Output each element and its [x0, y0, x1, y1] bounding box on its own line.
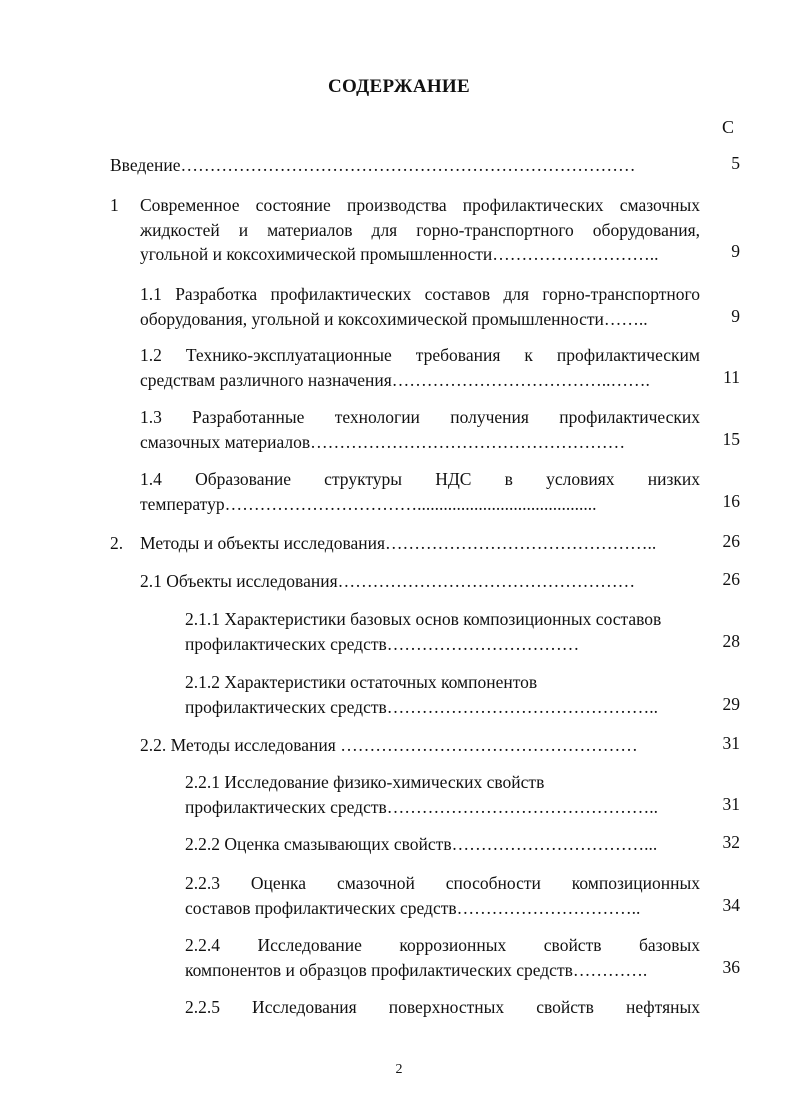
- toc-entry-text: оборудования, угольной и коксохимической промышленности……..: [140, 308, 648, 329]
- toc-entry-introduction[interactable]: [110, 153, 700, 178]
- toc-entry-text: профилактических средств……………………………: [185, 633, 580, 654]
- toc-page-number: 28: [722, 631, 740, 651]
- toc-page-number: 5: [731, 153, 740, 173]
- toc-entry-2-2[interactable]: [140, 733, 700, 758]
- toc-entry-text: составов профилактических средств…………………………..: [185, 897, 641, 918]
- toc-entry-text: профилактических средств………………………………………..: [185, 696, 659, 717]
- toc-entry-text: 2.2.1 Исследование физико-химических свойств: [185, 772, 545, 792]
- toc-page-number: 29: [722, 694, 740, 714]
- toc-entry-1-4[interactable]: [140, 467, 700, 516]
- toc-entry-2-2-1[interactable]: [185, 770, 700, 819]
- toc-page-number: 26: [722, 569, 740, 589]
- toc-entry-2-1[interactable]: [140, 569, 700, 594]
- toc-entry-2-1-1[interactable]: [185, 607, 700, 656]
- toc-entry-1-2[interactable]: [140, 343, 700, 392]
- toc-entry-text: смазочных материалов………………………………………………: [140, 431, 626, 452]
- toc-page-number: 11: [723, 367, 740, 387]
- toc-page-number: 9: [731, 241, 740, 261]
- toc-chapter-number: 2.: [110, 533, 124, 553]
- page-title: СОДЕРЖАНИЕ: [328, 76, 470, 97]
- toc-entry-1-3[interactable]: [140, 405, 700, 454]
- toc-entry-text: средствам различного назначения………………………………..…….: [140, 369, 650, 390]
- toc-entry-text: угольной и коксохимической промышленности………………………..: [140, 244, 659, 264]
- toc-entry-text: температур…………………………….........................................: [140, 493, 597, 514]
- toc-page-number: 16: [722, 491, 740, 511]
- toc-entry-text: 2.2.2 Оценка смазывающих свойств……………………………...: [185, 834, 658, 854]
- toc-entry-text: 1.1 Разработка профилактических составов для горно-транспортного: [140, 284, 700, 304]
- toc-entry-text: 1.3 Разработанные технологии получения профилактических: [140, 407, 700, 427]
- toc-entry-text: 2.1 Объекты исследования……………………………………………: [140, 571, 636, 591]
- toc-page-number: 34: [722, 895, 740, 915]
- toc-page-number: 32: [722, 832, 740, 852]
- toc-page-number: 31: [722, 733, 740, 753]
- toc-entry-text: 2.1.2 Характеристики остаточных компонентов: [185, 672, 538, 692]
- toc-entry-text: 2.2.5 Исследования поверхностных свойств нефтяных: [185, 997, 700, 1017]
- toc-entry-text: Введение……………………………………………………………………: [110, 155, 636, 175]
- toc-entry-text: 2.2. Методы исследования ……………………………………………: [140, 735, 638, 755]
- toc-entry-2-2-3[interactable]: [185, 871, 700, 920]
- toc-page-number: 9: [731, 306, 740, 326]
- toc-entry-text: Современное состояние производства профилактических смазочных: [140, 195, 700, 215]
- toc-entry-1-1[interactable]: [140, 282, 700, 331]
- page-number: 2: [395, 1062, 403, 1077]
- toc-page-number: 31: [722, 794, 740, 814]
- toc-entry-text: 2.2.4 Исследование коррозионных свойств базовых: [185, 935, 700, 955]
- toc-entry-2-2-5[interactable]: [185, 995, 700, 1020]
- toc-entry-text: Методы и объекты исследования………………………………………..: [140, 533, 657, 553]
- toc-entry-text: 1.2 Технико-эксплуатационные требования к профилактическим: [140, 345, 700, 365]
- page-column-label: С: [722, 117, 735, 137]
- toc-entry-chapter-2[interactable]: [110, 531, 700, 556]
- toc-entry-text: профилактических средств………………………………………..: [185, 796, 659, 817]
- toc-entry-text: компонентов и образцов профилактических средств………….: [185, 959, 648, 980]
- toc-page-number: 26: [722, 531, 740, 551]
- toc-entry-text: жидкостей и материалов для горно-транспортного оборудования,: [140, 219, 700, 240]
- toc-chapter-number: 1: [110, 195, 119, 215]
- toc-entry-text: 2.1.1 Характеристики базовых основ композиционных составов: [185, 609, 662, 629]
- toc-entry-2-2-4[interactable]: [185, 933, 700, 982]
- toc-entry-2-1-2[interactable]: [185, 670, 700, 719]
- toc-page-number: 36: [722, 957, 740, 977]
- toc-entry-chapter-1[interactable]: [110, 193, 700, 267]
- toc-entry-text: 2.2.3 Оценка смазочной способности композиционных: [185, 873, 700, 893]
- toc-page-number: 15: [722, 429, 740, 449]
- toc-entry-2-2-2[interactable]: [185, 832, 700, 857]
- toc-entry-text: 1.4 Образование структуры НДС в условиях низких: [140, 469, 700, 489]
